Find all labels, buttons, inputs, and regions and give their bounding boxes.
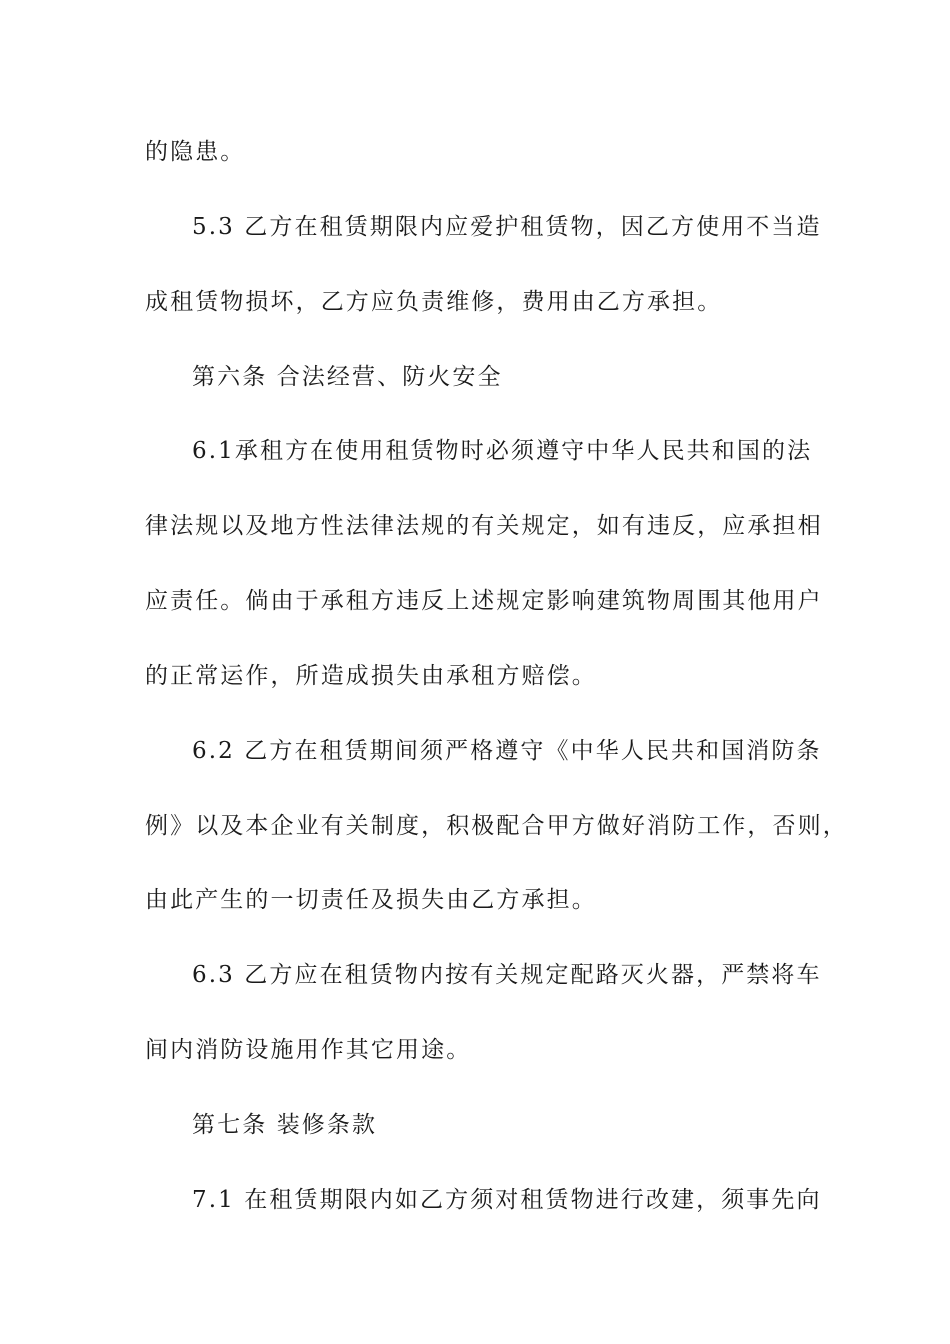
- text-line: 的隐患。: [145, 139, 246, 165]
- text-line: 的正常运作，所造成损失由承租方赔偿。: [145, 663, 597, 689]
- clause-7-1: 7.1 在租赁期限内如乙方须对租赁物进行改建，须事先向: [192, 1187, 822, 1213]
- text-line: 应责任。倘由于承租方违反上述规定影响建筑物周围其他用户: [145, 588, 823, 614]
- text-line: 例》以及本企业有关制度，积极配合甲方做好消防工作，否则，: [145, 813, 848, 839]
- article-6-heading: 第六条 合法经营、防火安全: [192, 364, 503, 390]
- text-line: 间内消防设施用作其它用途。: [145, 1037, 472, 1063]
- clause-6-2: 6.2 乙方在租赁期间须严格遵守《中华人民共和国消防条: [192, 738, 822, 764]
- article-7-heading: 第七条 装修条款: [192, 1112, 378, 1138]
- clause-5-3: 5.3 乙方在租赁期限内应爱护租赁物，因乙方使用不当造: [192, 214, 822, 240]
- text-line: 成租赁物损坏，乙方应负责维修，费用由乙方承担。: [145, 289, 723, 315]
- clause-6-3: 6.3 乙方应在租赁物内按有关规定配路灭火器，严禁将车: [192, 962, 822, 988]
- clause-6-1: 6.1承租方在使用租赁物时必须遵守中华人民共和国的法: [192, 438, 813, 464]
- text-line: 律法规以及地方性法律法规的有关规定，如有违反，应承担相: [145, 513, 823, 539]
- text-line: 由此产生的一切责任及损失由乙方承担。: [145, 887, 597, 913]
